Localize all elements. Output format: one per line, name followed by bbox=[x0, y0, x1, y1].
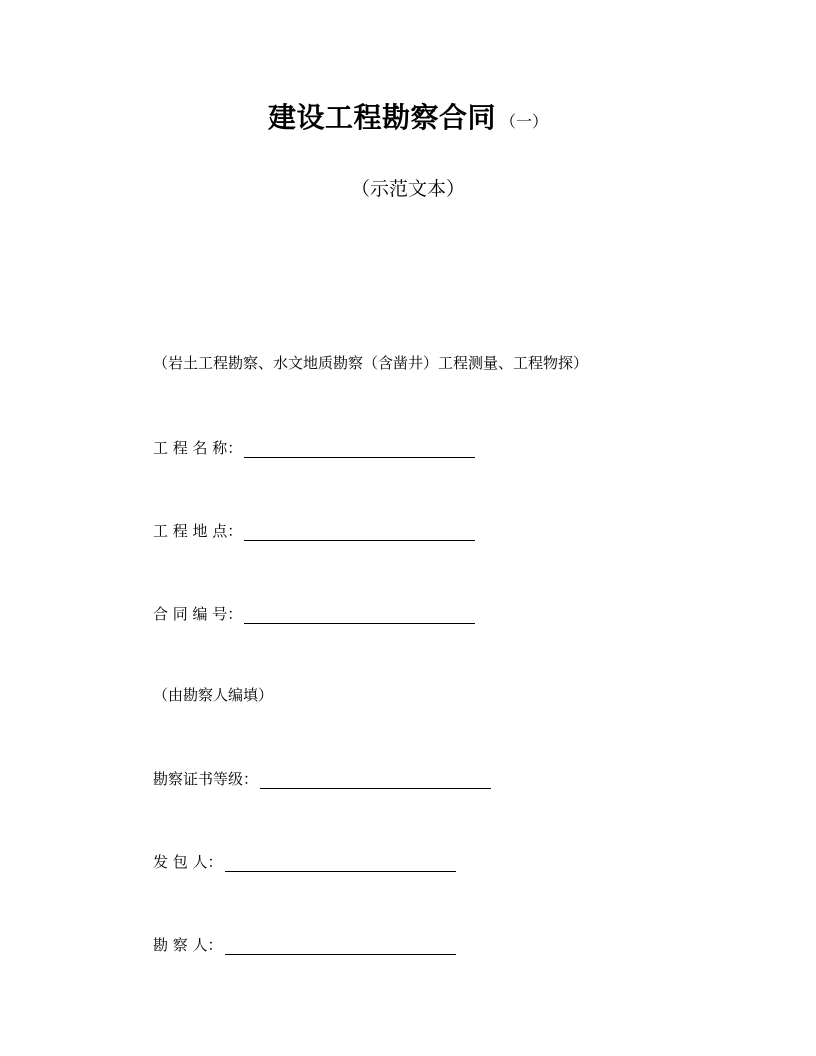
cert-grade-field bbox=[153, 768, 491, 789]
project-location-blank[interactable] bbox=[244, 524, 475, 541]
project-location-label: 工 程 地 点： bbox=[153, 522, 243, 540]
filled-by-note: （由勘察人编填） bbox=[153, 686, 274, 704]
employer-field bbox=[153, 851, 456, 872]
surveyor-label: 勘 察 人： bbox=[153, 936, 223, 954]
contract-number-label: 合 同 编 号： bbox=[153, 605, 243, 623]
project-name-label: 工 程 名 称： bbox=[153, 439, 243, 457]
project-name-field bbox=[153, 437, 475, 458]
document-subtitle: （示范文本） bbox=[350, 178, 465, 200]
project-location-field bbox=[153, 520, 475, 541]
surveyor-blank[interactable] bbox=[225, 938, 456, 955]
employer-label: 发 包 人： bbox=[153, 853, 223, 871]
surveyor-field bbox=[153, 934, 456, 955]
document-title bbox=[0, 96, 816, 136]
contract-number-field bbox=[153, 603, 475, 624]
title-suffix: （一） bbox=[500, 112, 549, 131]
cert-grade-label: 勘察证书等级： bbox=[153, 770, 259, 788]
cert-grade-blank[interactable] bbox=[260, 772, 491, 789]
title-main: 建设工程勘察合同 bbox=[267, 101, 496, 134]
scope-description: （岩土工程勘察、水文地质勘察（含凿井）工程测量、工程物探） bbox=[153, 354, 589, 372]
project-name-blank[interactable] bbox=[244, 441, 475, 458]
employer-blank[interactable] bbox=[225, 855, 456, 872]
contract-number-blank[interactable] bbox=[244, 607, 475, 624]
